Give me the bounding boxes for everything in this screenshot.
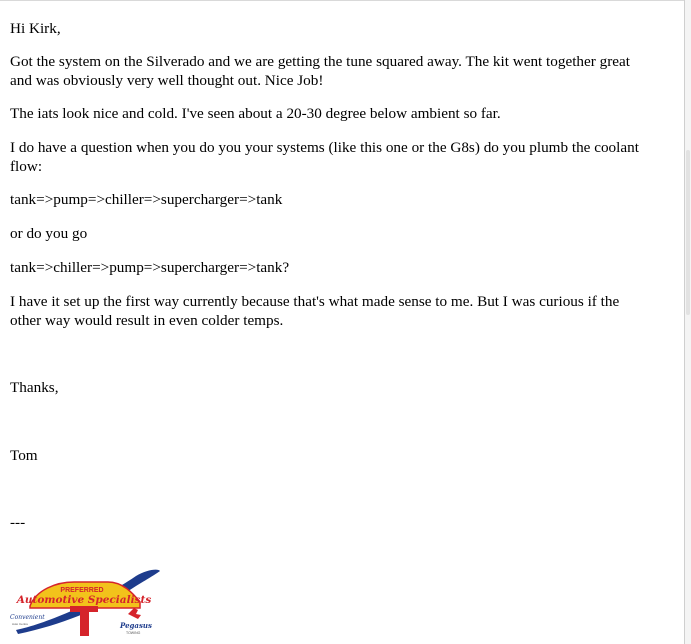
paragraph-line: other way would result in even colder temps. [10,312,284,329]
flow-option-2: tank=>chiller=>pump=>supercharger=>tank? [10,259,290,276]
logo-right-text: Pegasus [120,621,152,630]
greeting: Hi Kirk, [10,20,61,37]
paragraph-line: I have it set up the first way currently because that's what made sense to me. But I was curious if the [10,293,620,310]
logo-left-subtext: Auto Centre [12,622,29,626]
closing: Thanks, [10,379,59,396]
signature-name: Tom [10,447,38,464]
paragraph-line: Got the system on the Silverado and we are getting the tune squared away. The kit went together great [10,53,630,70]
signature-separator: --- [10,514,26,531]
pegasus-icon [128,608,141,619]
window-top-border [0,0,691,1]
or-text: or do you go [10,225,88,242]
logo-left-text: Convenient [10,614,45,621]
logo-right-subtext: TOWING [126,631,141,635]
company-logo [6,562,166,642]
logo-top-text: PREFERRED [60,587,104,594]
paragraph-line: I do have a question when you do you your systems (like this one or the G8s) do you plumb the coolant [10,139,639,156]
flow-option-1: tank=>pump=>chiller=>supercharger=>tank [10,191,283,208]
paragraph-line: flow: [10,158,43,175]
scrollbar-thumb[interactable] [686,150,690,315]
paragraph: The iats look nice and cold. I've seen about a 20-30 degree below ambient so far. [10,105,501,122]
logo-main-text: Automotive Specialists [16,594,152,606]
vertical-scrollbar[interactable] [685,0,691,644]
logo-post [80,606,89,636]
paragraph-line: and was obviously very well thought out. Nice Job! [10,72,324,89]
